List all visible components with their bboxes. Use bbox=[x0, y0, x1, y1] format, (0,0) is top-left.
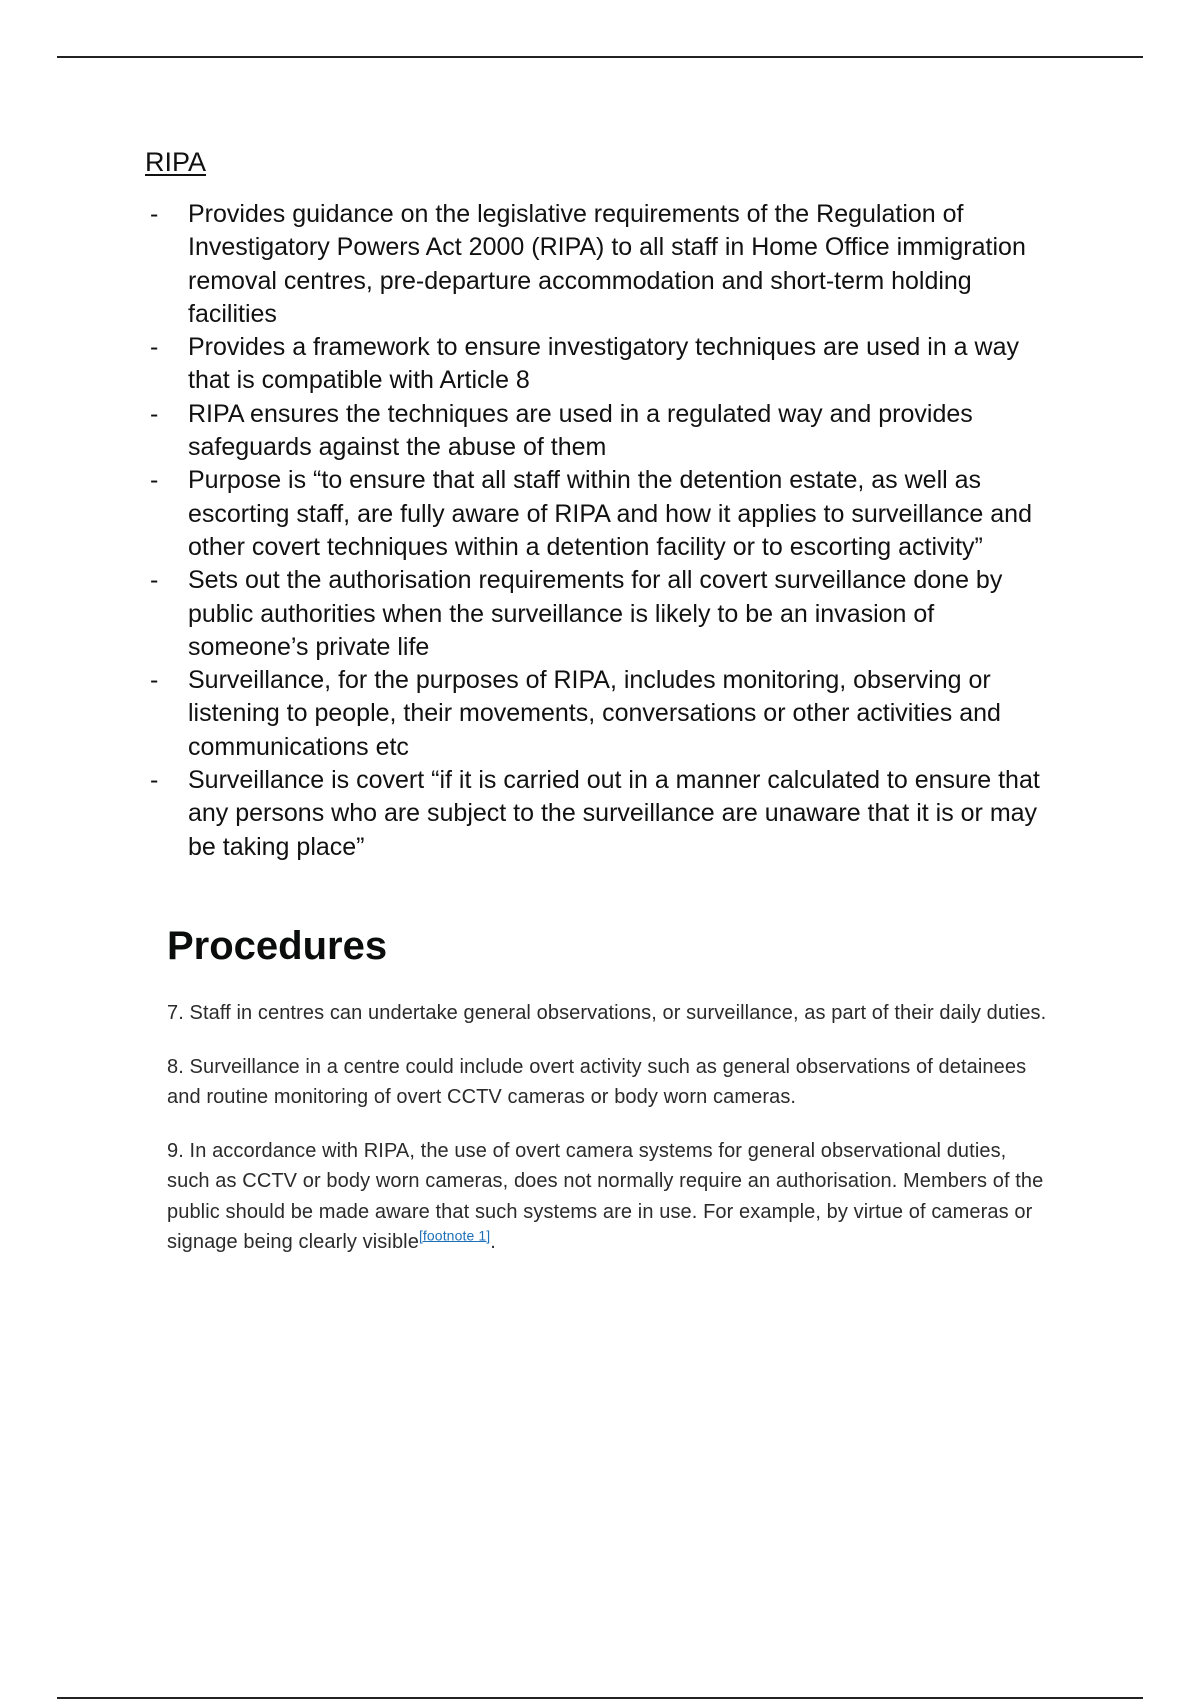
list-item bbox=[145, 664, 1055, 764]
bullet-text: RIPA ensures the techniques are used in a regulated way and provides safeguards against the abuse of them bbox=[188, 399, 973, 462]
list-item bbox=[145, 198, 1055, 331]
list-item bbox=[145, 464, 1055, 564]
list-item bbox=[145, 398, 1055, 465]
list-item bbox=[145, 764, 1055, 864]
list-item bbox=[145, 564, 1055, 664]
bullet-marker: - bbox=[150, 200, 159, 228]
procedures-heading: Procedures bbox=[167, 924, 388, 968]
bullet-marker: - bbox=[150, 566, 159, 595]
bullet-text: Sets out the authorisation requirements for all covert surveillance done by public authorities when the surveillance is likely to be an invasion of someone’s private life bbox=[188, 566, 1003, 661]
bullet-text: Purpose is “to ensure that all staff within the detention estate, as well as escorting staff, are fully aware of RIPA and how it applies to surveillance and other covert techniques within a detention facility or to escorting activity” bbox=[188, 466, 1032, 561]
footnote-link[interactable]: [footnote 1] bbox=[418, 1227, 491, 1244]
procedures-excerpt bbox=[167, 920, 1047, 1281]
list-item bbox=[145, 331, 1055, 398]
bottom-rule bbox=[57, 1697, 1143, 1699]
section-heading: RIPA bbox=[145, 147, 207, 177]
bullet-text: Surveillance, for the purposes of RIPA, includes monitoring, observing or listening to people, their movements, conversations or other activities and communications etc bbox=[188, 666, 1001, 761]
procedure-paragraph-9-end: . bbox=[490, 1231, 496, 1253]
bullet-marker: - bbox=[150, 333, 159, 362]
bullet-marker: - bbox=[150, 766, 159, 795]
bullet-marker: - bbox=[150, 399, 159, 428]
bullet-marker: - bbox=[150, 666, 159, 695]
bullet-text: Provides guidance on the legislative requirements of the Regulation of Investigatory Powers Act 2000 (RIPA) to all staff in Home Office immigration removal centres, pre-departure accommodation and short-term holding facilities bbox=[188, 200, 1026, 328]
procedure-paragraph-8: 8. Surveillance in a centre could include overt activity such as general observations of detainees and routine monitoring of overt CCTV cameras or body worn cameras. bbox=[167, 1055, 1027, 1108]
bullet-text: Surveillance is covert “if it is carried out in a manner calculated to ensure that any persons who are subject to the surveillance are unaware that it is or may be taking place” bbox=[188, 766, 1040, 861]
bullet-text: Provides a framework to ensure investigatory techniques are used in a way that is compatible with Article 8 bbox=[188, 333, 1019, 395]
procedure-paragraph-7: 7. Staff in centres can undertake general observations, or surveillance, as part of their daily duties. bbox=[167, 1002, 1047, 1024]
procedure-paragraph-9-text: 9. In accordance with RIPA, the use of overt camera systems for general observational duties, such as CCTV or body worn cameras, does not normally require an authorisation. Members of the public should be made aware that such systems are in use. For example, by virtue of cameras or signage being clearly visible bbox=[167, 1139, 1044, 1253]
top-rule bbox=[57, 56, 1143, 58]
bullet-list bbox=[145, 198, 1055, 864]
procedure-paragraph-9 bbox=[167, 1136, 1047, 1258]
bullet-marker: - bbox=[150, 466, 159, 495]
